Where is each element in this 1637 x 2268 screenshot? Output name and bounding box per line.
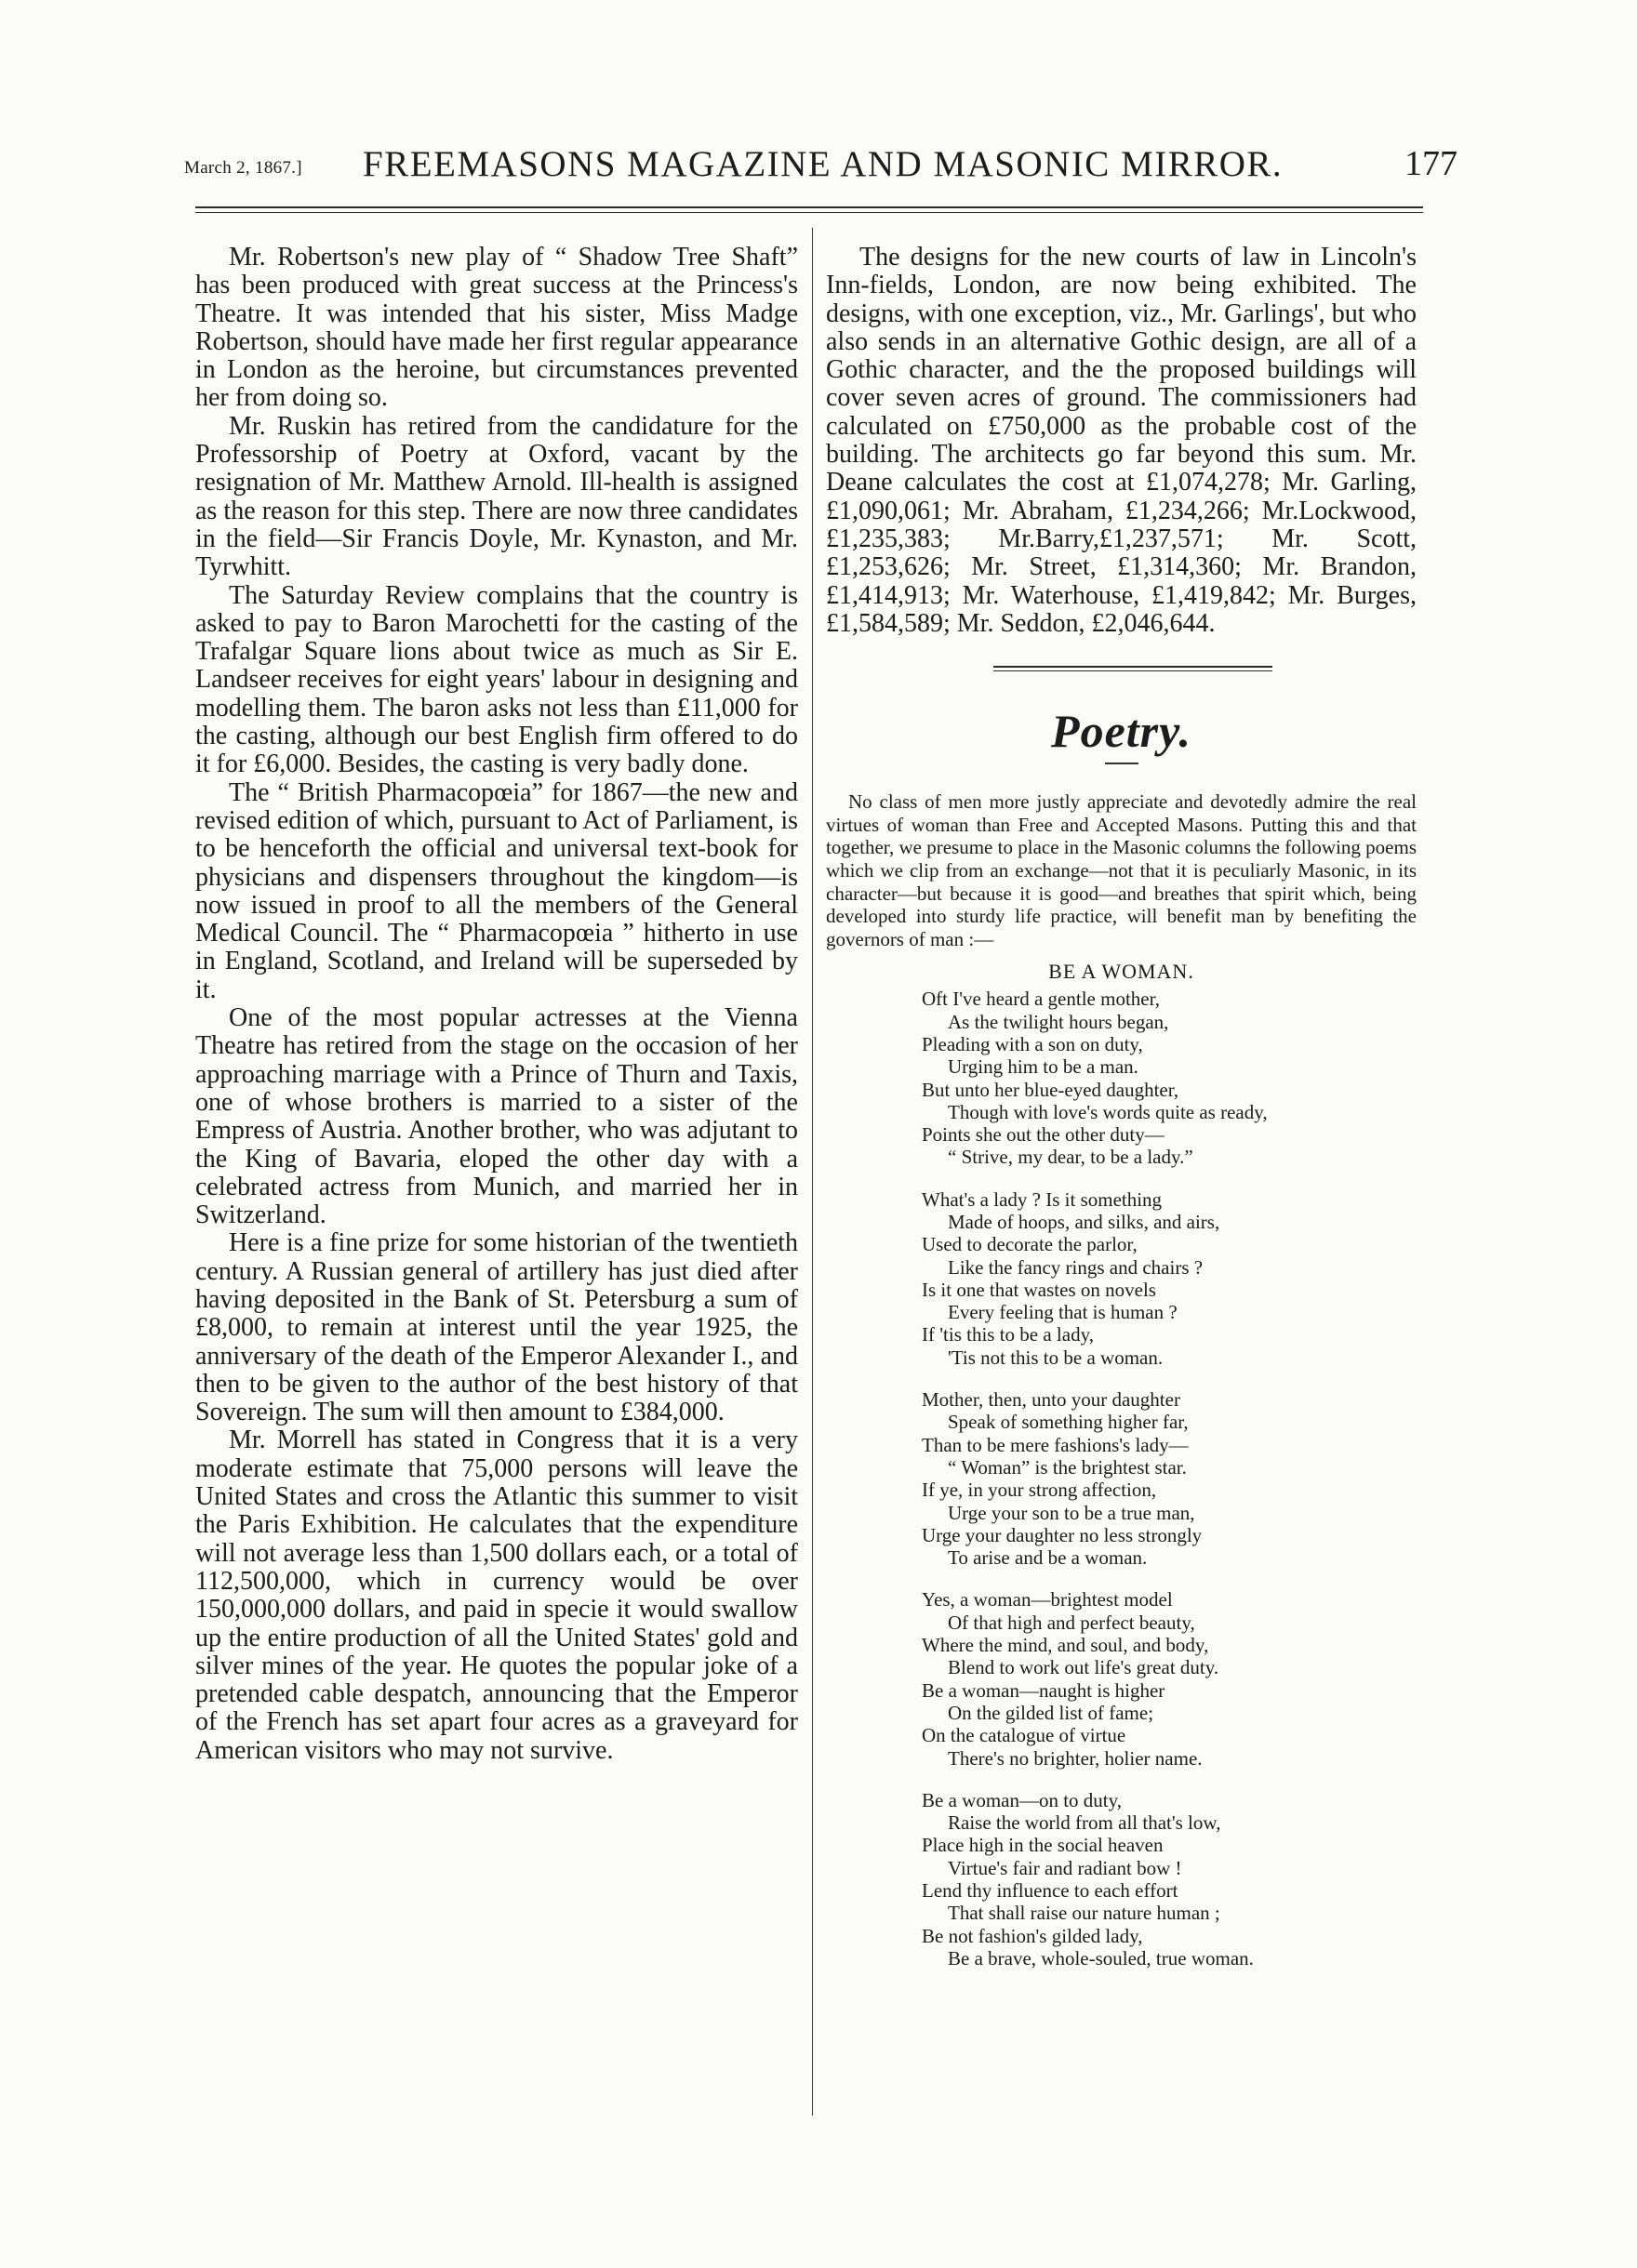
article-paragraph: One of the most popular actresses at the Vienna Theatre has retired from the stage on the occasion of her approaching marriage with a Prince of Thurn and Taxis, one of whose brothers is married to a sister of the Empress of Austria. Another brother, who was adjutant to the King of Bavaria, eloped the other day with a celebrated actress from Munich, and married her in Switzerland.: [195, 1003, 798, 1230]
poem-line: Where the mind, and soul, and body,: [922, 1634, 1209, 1657]
article-paragraph: The “ British Pharmacopœia” for 1867—the new and revised edition of which, pursuant to Act of Parliament, is to be henceforth the official and universal text-book for physicians and dispensers throughout the kingdom—is now issued in proof to all the members of the General Medical Council. The “ Pharmacopœia ” hitherto in use in England, Scotland, and Ireland will be superseded by it.: [195, 777, 798, 1004]
article-paragraph: Here is a fine prize for some historian of the twentieth century. A Russian general of artillery has just died after having deposited in the Bank of St. Petersburg a sum of £8,000, to remain at interest until the year 1925, the anniversary of the death of the Emperor Alexander I., and then to be given to the author of the best history of that Sovereign. The sum will then amount to £384,000.: [195, 1228, 798, 1427]
right-column: [826, 244, 1417, 1970]
poem-stanza: [922, 988, 1417, 1168]
poem-line: Though with love's words quite as ready,: [948, 1100, 1268, 1123]
poem-line: Is it one that wastes on novels: [922, 1278, 1156, 1301]
poem-line: Place high in the social heaven: [922, 1834, 1164, 1857]
poem-line: On the catalogue of virtue: [922, 1724, 1126, 1747]
poem-line: Oft I've heard a gentle mother,: [922, 988, 1160, 1011]
page-header: [0, 139, 1637, 195]
poem-line: Made of hoops, and silks, and airs,: [948, 1210, 1220, 1233]
poem-line: Virtue's fair and radiant bow !: [948, 1856, 1182, 1879]
article-paragraph: The designs for the new courts of law in Lincoln's Inn-fields, London, are now being exhibited. The designs, with one exception, viz., Mr. Garlings', but who also sends in an alternative Gothic design, are all of a Gothic character, and the the proposed buildings will cover seven acres of ground. The commissioners had calculated on £750,000 as the probable cost of the building. The architects go far beyond this sum. Mr. Deane calculates the cost at £1,074,278; Mr. Garling, £1,090,061; Mr. Abraham, £1,234,266; Mr.Lockwood,£1,235,383; Mr.Barry,£1,237,571; Mr. Scott, £1,253,626; Mr. Street, £1,314,360; Mr. Brandon, £1,414,913; Mr. Waterhouse, £1,419,842; Mr. Burges, £1,584,589; Mr. Seddon, £2,046,644.: [826, 243, 1417, 638]
poem-line: Raise the world from all that's low,: [948, 1811, 1221, 1835]
article-paragraph: The Saturday Review complains that the country is asked to pay to Baron Marochetti for the casting of the Trafalgar Square lions about twice as much as Sir E. Landseer receives for eight years' labour in designing and modelling them. The baron asks not less than £11,000 for the casting, although our best English firm offered to do it for £6,000. Besides, the casting is very badly done.: [195, 580, 798, 779]
poem-line: Speak of something higher far,: [948, 1411, 1189, 1434]
poem-intro: No class of men more justly appreciate and devotedly admire the real virtues of woman than Free and Accepted Masons. Putting this and that together, we presume to place in the Masonic columns the following poems which we clip from an exchange—not that it is peculiarly Masonic, in its character—but because it is good—and breathes that spirit which, being developed into sturdy life practice, will benefit man by benefiting the governors of man :—: [826, 790, 1417, 950]
poem-body: [826, 988, 1417, 1970]
header-rule-bottom: [195, 212, 1423, 213]
poem-line: Be a brave, whole-souled, true woman.: [948, 1946, 1254, 1970]
article-paragraph: Mr. Ruskin has retired from the candidature for the Professorship of Poetry at Oxford, vacant by the resignation of Mr. Matthew Arnold. Ill-health is assigned as the reason for this step. There are now three candidates in the field—Sir Francis Doyle, Mr. Kynaston, and Mr. Tyrwhitt.: [195, 411, 798, 582]
heading-dash: [1105, 763, 1138, 764]
poem-line: There's no brighter, holier name.: [948, 1746, 1203, 1770]
left-column: [195, 244, 798, 1765]
column-divider: [812, 228, 813, 2115]
poem-line: If ye, in your strong affection,: [922, 1479, 1157, 1502]
poem-line: Like the fancy rings and chairs ?: [948, 1255, 1204, 1279]
poem-line: But unto her blue-eyed daughter,: [922, 1078, 1179, 1101]
poem-line: Used to decorate the parlor,: [922, 1233, 1138, 1256]
poem-stanza: [922, 1388, 1417, 1569]
poem-title: BE A WOMAN.: [1048, 960, 1194, 984]
article-paragraph: Mr. Morrell has stated in Congress that it is a very moderate estimate that 75,000 persons will leave the United States and cross the Atlantic this summer to visit the Paris Exhibition. He calculates that the expenditure will not average less than 1,500 dollars each, or a total of 112,500,000, which in currency would be over 150,000,000 dollars, and paid in specie it would swallow up the entire production of all the United States' gold and silver mines of the year. He quotes the popular joke of a pretended cable despatch, announcing that the Emperor of the French has set apart four acres as a graveyard for American visitors who may not survive.: [195, 1426, 798, 1765]
poem-line: Be a woman—naught is higher: [922, 1678, 1165, 1702]
poem-line: As the twilight hours began,: [948, 1010, 1169, 1033]
issue-date: March 2, 1867.]: [184, 158, 302, 178]
poem-line: “ Woman” is the brightest star.: [948, 1455, 1187, 1479]
poem-line: On the gilded list of fame;: [948, 1701, 1154, 1724]
poem-line: Urging him to be a man.: [948, 1055, 1138, 1079]
poem-line: “ Strive, my dear, to be a lady.”: [948, 1146, 1193, 1169]
poem-line: Points she out the other duty—: [922, 1123, 1165, 1147]
poem-line: Urge your daughter no less strongly: [922, 1523, 1203, 1546]
poem-line: If 'tis this to be a lady,: [922, 1323, 1094, 1346]
article-paragraph: Mr. Robertson's new play of “ Shadow Tree Shaft” has been produced with great success at the Princess's Theatre. It was intended that his sister, Miss Madge Robertson, should have made her first regular appearance in London as the heroine, but circumstances prevented her from doing so.: [195, 243, 798, 413]
poem-stanza: [922, 1188, 1417, 1369]
header-rule-top: [195, 206, 1423, 208]
poem-line: Yes, a woman—brightest model: [922, 1588, 1173, 1611]
section-rule: [993, 666, 1272, 671]
poem-line: 'Tis not this to be a woman.: [948, 1346, 1164, 1369]
poem-stanza: [922, 1588, 1417, 1769]
poem-line: Be not fashion's gilded lady,: [922, 1924, 1143, 1947]
poem-line: Lend thy influence to each effort: [922, 1879, 1178, 1902]
poem-line: Be a woman—on to duty,: [922, 1788, 1123, 1811]
poem-stanza: [922, 1789, 1417, 1970]
poem-line: Pleading with a son on duty,: [922, 1032, 1143, 1055]
poem-line: Blend to work out life's great duty.: [948, 1656, 1219, 1679]
poem-line: Than to be mere fashions's lady—: [922, 1433, 1189, 1456]
magazine-title: FREEMASONS MAGAZINE AND MASONIC MIRROR.: [363, 144, 1284, 184]
page-number: 177: [1404, 144, 1457, 183]
poem-line: Mother, then, unto your daughter: [922, 1388, 1180, 1412]
poem-line: Urge your son to be a true man,: [948, 1501, 1195, 1524]
poem-line: Every feeling that is human ?: [948, 1301, 1178, 1324]
poem-line: That shall raise our nature human ;: [948, 1902, 1220, 1925]
section-heading: Poetry.: [1051, 705, 1191, 758]
poem-line: To arise and be a woman.: [948, 1546, 1148, 1570]
poem-line: Of that high and perfect beauty,: [948, 1611, 1195, 1634]
poem-line: What's a lady ? Is it something: [922, 1187, 1163, 1211]
